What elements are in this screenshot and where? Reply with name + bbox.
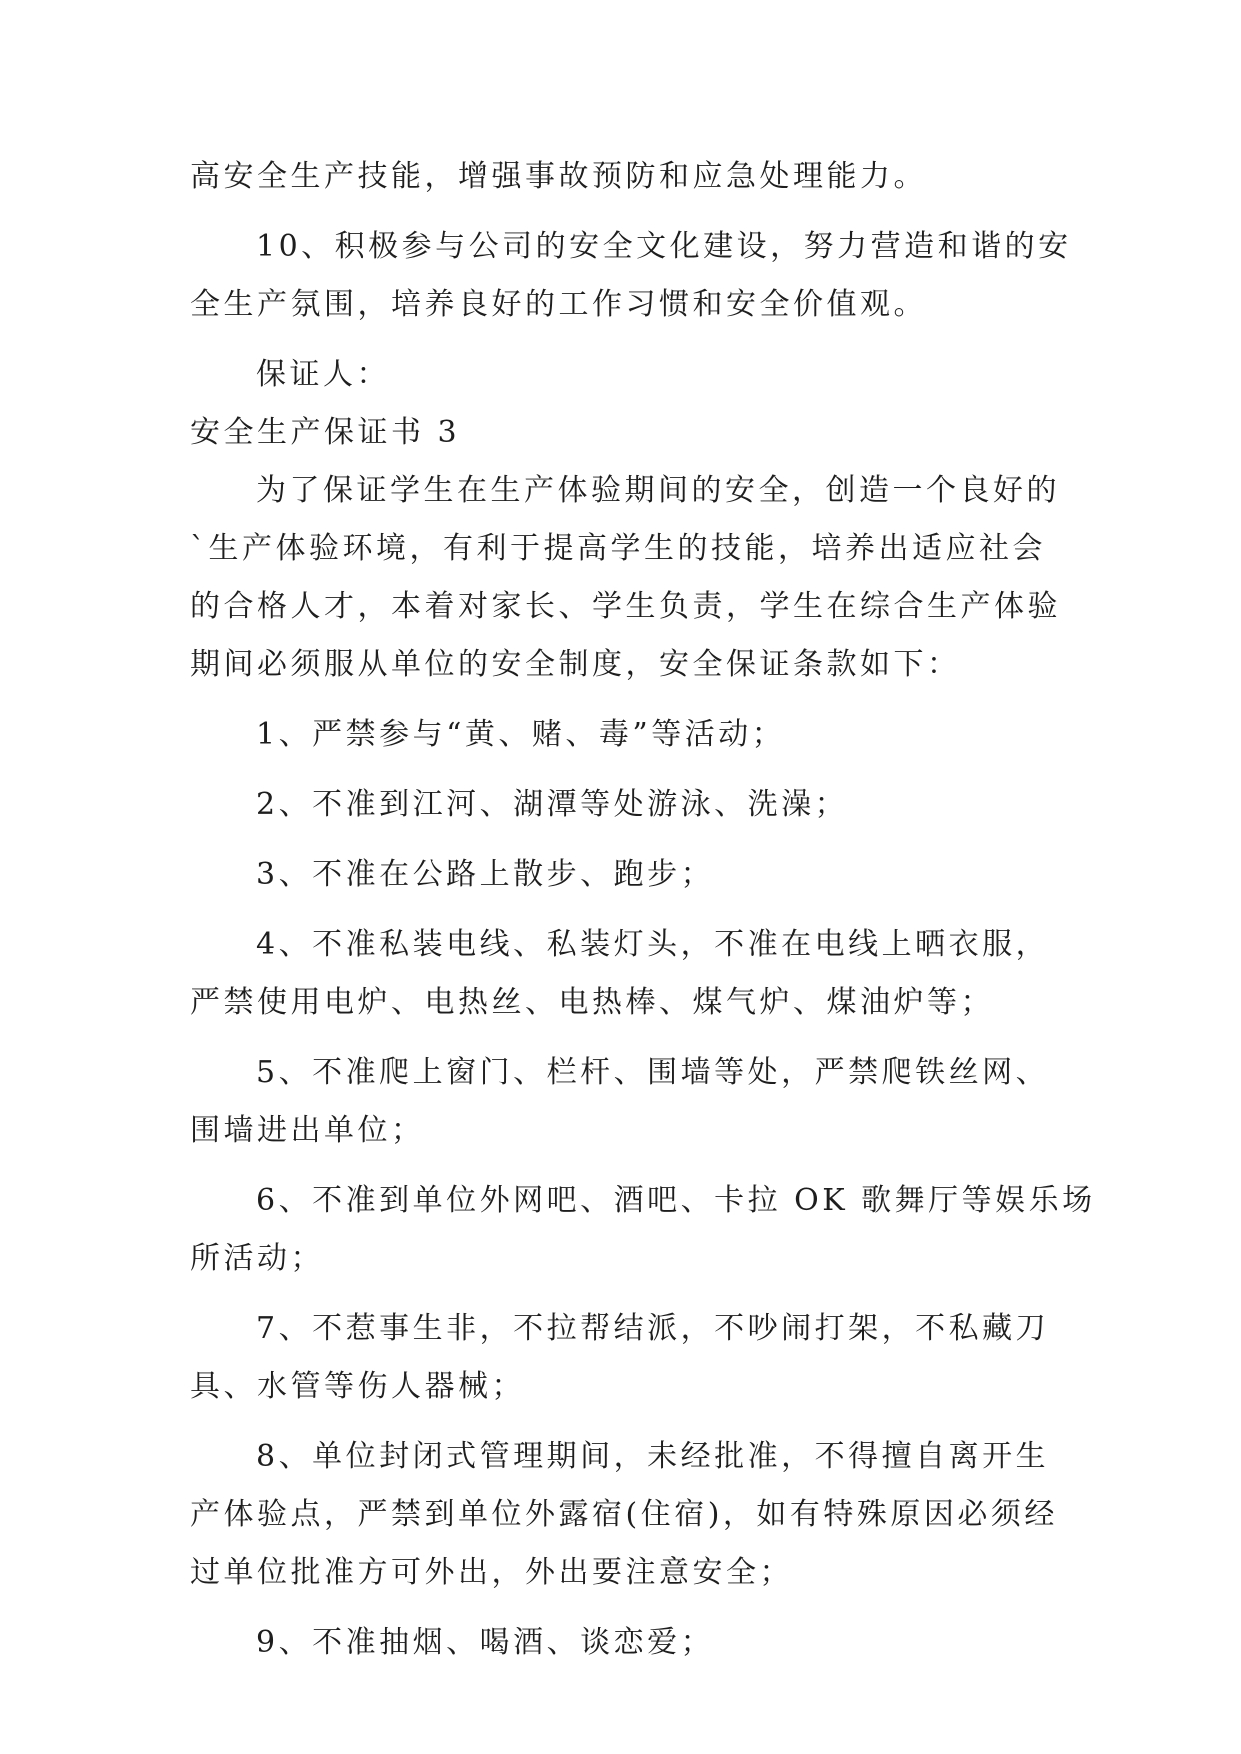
- text-line: 为了保证学生在生产体验期间的安全，创造一个良好的: [256, 473, 1060, 508]
- text-line: 3、不准在公路上散步、跑步；: [256, 857, 715, 892]
- text-line: 6、不准到单位外网吧、酒吧、卡拉 OK 歌舞厅等娱乐场: [256, 1183, 1096, 1218]
- text-line: 10、积极参与公司的安全文化建设，努力营造和谐的安: [256, 229, 1072, 264]
- text-line: 严禁使用电炉、电热丝、电热棒、煤气炉、煤油炉等；: [190, 985, 994, 1020]
- text-line: 过单位批准方可外出，外出要注意安全；: [190, 1555, 793, 1590]
- text-line: 具、水管等伤人器械；: [190, 1369, 525, 1404]
- text-line: 的合格人才，本着对家长、学生负责，学生在综合生产体验: [190, 589, 1061, 624]
- text-line: 安全生产保证书 3: [190, 415, 461, 450]
- text-line: 产体验点，严禁到单位外露宿(住宿)，如有特殊原因必须经: [190, 1497, 1058, 1532]
- text-line: 期间必须服从单位的安全制度，安全保证条款如下：: [190, 647, 961, 682]
- text-line: 保证人：: [256, 357, 390, 392]
- document-body: [190, 148, 1096, 1672]
- text-line: 高安全生产技能，增强事故预防和应急处理能力。: [190, 159, 927, 194]
- text-line: 围墙进出单位；: [190, 1113, 425, 1148]
- text-line: 1、严禁参与“黄、赌、毒”等活动；: [256, 717, 786, 752]
- text-line: 所活动；: [190, 1241, 324, 1276]
- text-line: 2、不准到江河、湖潭等处游泳、洗澡；: [256, 787, 849, 822]
- text-line: `生产体验环境，有利于提高学生的技能，培养出适应社会: [190, 531, 1046, 566]
- text-line: 7、不惹事生非，不拉帮结派，不吵闹打架，不私藏刀: [256, 1311, 1050, 1346]
- text-line: 4、不准私装电线、私装灯头，不准在电线上晒衣服，: [256, 927, 1050, 962]
- text-line: 8、单位封闭式管理期间，未经批准，不得擅自离开生: [256, 1439, 1050, 1474]
- text-line: 9、不准抽烟、喝酒、谈恋爱；: [256, 1625, 715, 1660]
- text-line: 全生产氛围，培养良好的工作习惯和安全价值观。: [190, 287, 927, 322]
- text-line: 5、不准爬上窗门、栏杆、围墙等处，严禁爬铁丝网、: [256, 1055, 1050, 1090]
